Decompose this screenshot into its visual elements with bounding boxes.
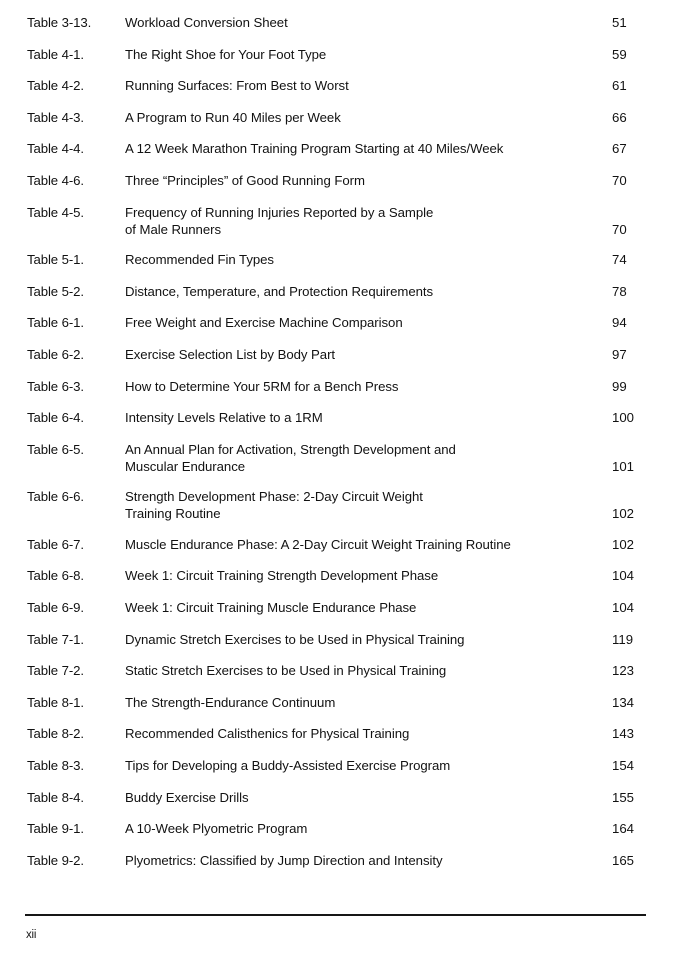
toc-entry[interactable] — [0, 314, 673, 346]
toc-entry[interactable] — [0, 852, 673, 884]
toc-entry-title-line-1: Strength Development Phase: 2-Day Circuit Weight — [125, 489, 423, 505]
toc-entry-title-line-1: Free Weight and Exercise Machine Comparison — [125, 315, 403, 331]
toc-entry-title-line-2: of Male Runners — [125, 221, 222, 237]
toc-entry-page-number: 70 — [612, 173, 627, 188]
toc-entry-title-line-1: Dynamic Stretch Exercises to be Used in Physical Training — [125, 631, 465, 647]
toc-entry[interactable] — [0, 77, 673, 109]
toc-entry-title — [125, 140, 603, 157]
toc-entry-label: Table 4-1. — [27, 46, 84, 62]
toc-entry[interactable] — [0, 488, 673, 536]
toc-entry-page-number: 74 — [612, 252, 627, 268]
toc-entry-title-line-1: Tips for Developing a Buddy-Assisted Exercise Program — [125, 757, 451, 773]
toc-entry-title — [125, 314, 603, 331]
toc-entry-title-line-1: A Program to Run 40 Miles per Week — [125, 109, 341, 125]
toc-entry-title — [125, 441, 603, 475]
toc-entry-page-number: 104 — [612, 568, 635, 584]
toc-entry-title — [125, 789, 603, 806]
toc-entry-title-line-1: Buddy Exercise Drills — [125, 789, 249, 805]
toc-entry[interactable] — [0, 14, 673, 46]
toc-entry-label: Table 8-1. — [27, 694, 84, 710]
toc-entry-title-line-1: Week 1: Circuit Training Strength Development Phase — [125, 568, 439, 584]
toc-entry[interactable] — [0, 662, 673, 694]
toc-entry-page-number: 61 — [612, 78, 627, 94]
toc-entry[interactable] — [0, 46, 673, 78]
toc-entry[interactable] — [0, 283, 673, 315]
toc-entry-title — [125, 694, 603, 711]
toc-entry[interactable] — [0, 694, 673, 726]
toc-entry[interactable] — [0, 820, 673, 852]
toc-entry[interactable] — [0, 789, 673, 821]
toc-entry-label: Table 6-9. — [27, 599, 84, 615]
toc-entry-label: Table 4-6. — [27, 173, 84, 188]
toc-entry[interactable] — [0, 757, 673, 789]
toc-entry[interactable] — [0, 409, 673, 441]
toc-entry-title — [125, 599, 603, 616]
toc-entry-page-number: 94 — [612, 315, 627, 331]
toc-entry-title-line-1: The Strength-Endurance Continuum — [125, 694, 336, 710]
toc-entry[interactable] — [0, 140, 673, 172]
toc-entry-label: Table 8-4. — [27, 789, 84, 805]
toc-entry-title — [125, 567, 603, 584]
toc-entry-page-number: 154 — [612, 757, 635, 773]
toc-entry-title — [125, 409, 603, 426]
toc-entry-page-number: 104 — [612, 599, 635, 615]
toc-entry[interactable] — [0, 599, 673, 631]
toc-entry-label: Table 6-7. — [27, 536, 84, 552]
toc-entry-title — [125, 14, 603, 31]
toc-entry[interactable] — [0, 567, 673, 599]
toc-entry-page-number: 66 — [612, 109, 627, 125]
toc-entry-title-line-1: Three “Principles” of Good Running Form — [125, 173, 365, 188]
toc-entry-label: Table 6-6. — [27, 489, 84, 505]
toc-entry[interactable] — [0, 109, 673, 141]
toc-entry-page-number: 51 — [612, 15, 627, 30]
toc-entry-title — [125, 378, 603, 395]
toc-entry-label: Table 9-1. — [27, 821, 84, 837]
toc-entry-title-line-1: Week 1: Circuit Training Muscle Endurance Phase — [125, 599, 417, 615]
toc-entry-page-number: 164 — [612, 821, 635, 837]
toc-entry-title-line-1: Intensity Levels Relative to a 1RM — [125, 410, 323, 426]
toc-entry-title-line-1: Plyometrics: Classified by Jump Direction and Intensity — [125, 852, 443, 868]
toc-entry-title — [125, 631, 603, 648]
toc-entry-title — [125, 204, 603, 238]
toc-entry-page-number: 100 — [612, 410, 635, 426]
toc-entry-page-number: 119 — [612, 631, 634, 647]
toc-entry-title-line-1: Muscle Endurance Phase: A 2-Day Circuit Weight Training Routine — [125, 536, 511, 552]
toc-entry-page-number: 134 — [612, 694, 635, 710]
toc-entry-title-line-1: The Right Shoe for Your Foot Type — [125, 46, 327, 62]
toc-entry-title-line-1: Exercise Selection List by Body Part — [125, 346, 336, 362]
toc-entry[interactable] — [0, 378, 673, 410]
toc-entry-title — [125, 77, 603, 94]
toc-entry-page-number: 99 — [612, 378, 627, 394]
toc-entry[interactable] — [0, 204, 673, 252]
toc-entry-label: Table 4-4. — [27, 141, 84, 157]
toc-entry-title-line-2: Muscular Endurance — [125, 458, 246, 474]
toc-entry-label: Table 3-13. — [27, 15, 92, 30]
toc-entry-title — [125, 662, 603, 679]
toc-entry-label: Table 6-8. — [27, 568, 84, 584]
toc-entry-label: Table 5-2. — [27, 283, 84, 299]
toc-entry-page-number: 67 — [612, 141, 627, 157]
toc-entry-title-line-1: A 10-Week Plyometric Program — [125, 821, 308, 837]
toc-entry-title-line-1: Recommended Calisthenics for Physical Training — [125, 726, 410, 742]
toc-entry-title-line-1: Frequency of Running Injuries Reported by a Sample — [125, 204, 434, 220]
toc-entry-label: Table 6-2. — [27, 346, 84, 362]
toc-entry-title-line-2: Training Routine — [125, 506, 221, 522]
toc-entry[interactable] — [0, 536, 673, 568]
toc-entry-title — [125, 283, 603, 300]
toc-entry-label: Table 8-3. — [27, 757, 84, 773]
toc-entry-title — [125, 251, 603, 268]
toc-entry-title-line-1: Distance, Temperature, and Protection Requirements — [125, 283, 434, 299]
toc-entry-label: Table 6-4. — [27, 410, 84, 426]
toc-entry-title-line-1: Running Surfaces: From Best to Worst — [125, 78, 349, 94]
footer-divider-rule — [25, 914, 646, 916]
toc-entry-label: Table 4-2. — [27, 78, 84, 94]
toc-entry-title — [125, 172, 603, 189]
toc-entry-page-number: 102 — [612, 506, 635, 522]
toc-entry-label: Table 4-5. — [27, 204, 84, 220]
toc-entry[interactable] — [0, 172, 673, 204]
toc-entry-label: Table 9-2. — [27, 852, 84, 868]
toc-entry[interactable] — [0, 441, 673, 489]
footer-page-number: xii — [26, 929, 37, 941]
toc-entry-title-line-1: Recommended Fin Types — [125, 252, 274, 268]
toc-entry-page-number: 101 — [612, 458, 635, 474]
toc-entry-label: Table 4-3. — [27, 109, 84, 125]
toc-entry-title — [125, 488, 603, 522]
toc-entry-title — [125, 46, 603, 63]
toc-entry-title — [125, 536, 603, 553]
toc-entry-label: Table 5-1. — [27, 252, 84, 268]
toc-entry-label: Table 7-1. — [27, 631, 84, 647]
toc-entry-page-number: 155 — [612, 789, 635, 805]
toc-entry-page-number: 59 — [612, 46, 627, 62]
toc-entry[interactable] — [0, 346, 673, 378]
toc-entry-title — [125, 757, 603, 774]
toc-entry-title-line-1: A 12 Week Marathon Training Program Starting at 40 Miles/Week — [125, 141, 504, 157]
toc-entry-title — [125, 346, 603, 363]
toc-entry-title-line-1: Workload Conversion Sheet — [125, 15, 288, 30]
toc-entry-title — [125, 109, 603, 126]
toc-entry[interactable] — [0, 631, 673, 663]
toc-entry-title-line-1: Static Stretch Exercises to be Used in Physical Training — [125, 663, 447, 679]
toc-entry-label: Table 6-3. — [27, 378, 84, 394]
toc-entry-title — [125, 820, 603, 837]
toc-entry-label: Table 6-5. — [27, 441, 84, 457]
toc-entry-page-number: 78 — [612, 283, 627, 299]
toc-entry-page-number: 123 — [612, 663, 635, 679]
toc-entry-page-number: 165 — [612, 852, 635, 868]
toc-entry-label: Table 6-1. — [27, 315, 84, 331]
toc-entry-title — [125, 725, 603, 742]
toc-entry-title — [125, 852, 603, 869]
toc-entry-title-line-1: An Annual Plan for Activation, Strength Development and — [125, 441, 456, 457]
toc-entry[interactable] — [0, 725, 673, 757]
toc-entry[interactable] — [0, 251, 673, 283]
toc-entry-label: Table 8-2. — [27, 726, 84, 742]
toc-entry-page-number: 97 — [612, 346, 627, 362]
toc-entry-title-line-1: How to Determine Your 5RM for a Bench Press — [125, 378, 399, 394]
toc-entry-label: Table 7-2. — [27, 663, 84, 679]
toc-entry-page-number: 70 — [612, 221, 627, 237]
toc-entry-page-number: 102 — [612, 536, 635, 552]
toc-entry-page-number: 143 — [612, 726, 635, 742]
